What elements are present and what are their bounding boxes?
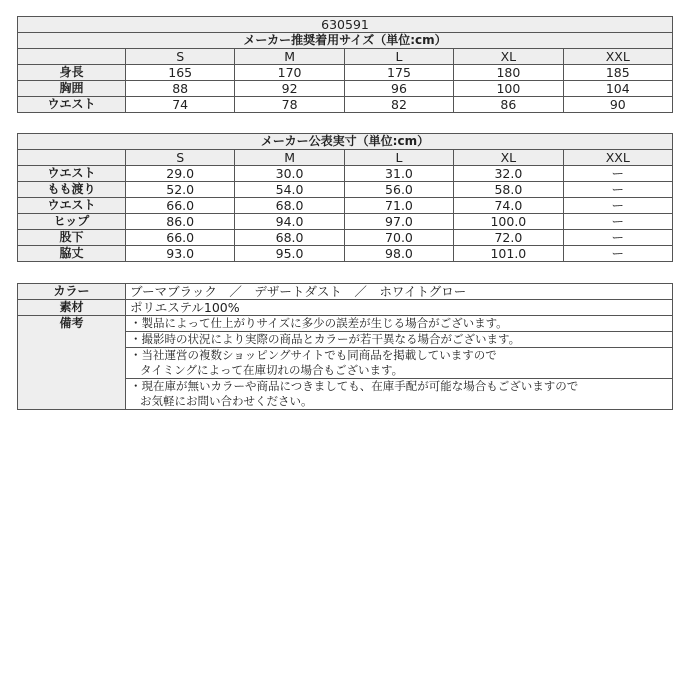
size-header: L bbox=[344, 49, 453, 65]
color-value: ブーマブラック ／ デザートダスト ／ ホワイトグロー bbox=[126, 284, 673, 300]
cell: 74.0 bbox=[454, 198, 563, 214]
cell: 68.0 bbox=[235, 198, 344, 214]
cell: 104 bbox=[563, 81, 672, 97]
actual-size-title: メーカー公表実寸（単位:cm） bbox=[18, 134, 673, 150]
table-row bbox=[18, 182, 673, 198]
cell: 98.0 bbox=[344, 246, 453, 262]
cell: 71.0 bbox=[344, 198, 453, 214]
cell: 180 bbox=[454, 65, 563, 81]
cell: 58.0 bbox=[454, 182, 563, 198]
cell: ー bbox=[563, 246, 672, 262]
cell: ー bbox=[563, 182, 672, 198]
cell: 92 bbox=[235, 81, 344, 97]
size-header: XXL bbox=[563, 150, 672, 166]
material-row bbox=[18, 300, 673, 316]
cell: 56.0 bbox=[344, 182, 453, 198]
cell: 32.0 bbox=[454, 166, 563, 182]
recommended-size-table bbox=[17, 16, 673, 113]
cell: 66.0 bbox=[126, 230, 235, 246]
size-header: XL bbox=[454, 150, 563, 166]
table-row bbox=[18, 65, 673, 81]
cell: ー bbox=[563, 214, 672, 230]
cell: 165 bbox=[126, 65, 235, 81]
table-row bbox=[18, 214, 673, 230]
row-label: ヒップ bbox=[18, 214, 126, 230]
cell: 175 bbox=[344, 65, 453, 81]
note-item: ・撮影時の状況により実際の商品とカラーが若干異なる場合がございます。 bbox=[126, 332, 673, 348]
cell: ー bbox=[563, 166, 672, 182]
cell: 86.0 bbox=[126, 214, 235, 230]
size-header: S bbox=[126, 150, 235, 166]
cell: 70.0 bbox=[344, 230, 453, 246]
row-label: 脇丈 bbox=[18, 246, 126, 262]
row-label: ウエスト bbox=[18, 97, 126, 113]
cell: 72.0 bbox=[454, 230, 563, 246]
table-row bbox=[18, 97, 673, 113]
table-row bbox=[18, 246, 673, 262]
table-row bbox=[18, 198, 673, 214]
cell: 94.0 bbox=[235, 214, 344, 230]
cell: 170 bbox=[235, 65, 344, 81]
note-item bbox=[126, 348, 673, 379]
notes-label: 備考 bbox=[18, 316, 126, 410]
cell: ー bbox=[563, 198, 672, 214]
row-label: 胸囲 bbox=[18, 81, 126, 97]
size-header: M bbox=[235, 49, 344, 65]
size-header: XL bbox=[454, 49, 563, 65]
notes-row bbox=[18, 316, 673, 332]
color-label: カラー bbox=[18, 284, 126, 300]
corner-cell bbox=[18, 49, 126, 65]
row-label: もも渡り bbox=[18, 182, 126, 198]
cell: 78 bbox=[235, 97, 344, 113]
recommended-size-title: メーカー推奨着用サイズ（単位:cm） bbox=[18, 33, 673, 49]
cell: 29.0 bbox=[126, 166, 235, 182]
cell: 68.0 bbox=[235, 230, 344, 246]
cell: 30.0 bbox=[235, 166, 344, 182]
cell: 90 bbox=[563, 97, 672, 113]
material-label: 素材 bbox=[18, 300, 126, 316]
table-row bbox=[18, 230, 673, 246]
row-label: ウエスト bbox=[18, 166, 126, 182]
size-header-row bbox=[18, 49, 673, 65]
cell: 100.0 bbox=[454, 214, 563, 230]
cell: 54.0 bbox=[235, 182, 344, 198]
cell: 74 bbox=[126, 97, 235, 113]
cell: 95.0 bbox=[235, 246, 344, 262]
note-line: ・現在庫が無いカラーや商品につきましても、在庫手配が可能な場合もございますので bbox=[130, 379, 579, 393]
note-line: タイミングによって在庫切れの場合もございます。 bbox=[140, 363, 404, 377]
size-header: M bbox=[235, 150, 344, 166]
product-code: 630591 bbox=[18, 17, 673, 33]
cell: 97.0 bbox=[344, 214, 453, 230]
material-value: ポリエステル100% bbox=[126, 300, 673, 316]
product-info-table bbox=[17, 283, 673, 410]
note-line: お気軽にお問い合わせください。 bbox=[140, 394, 313, 408]
cell: 101.0 bbox=[454, 246, 563, 262]
table-row bbox=[18, 81, 673, 97]
corner-cell bbox=[18, 150, 126, 166]
size-header-row bbox=[18, 150, 673, 166]
actual-size-table bbox=[17, 133, 673, 262]
cell: 82 bbox=[344, 97, 453, 113]
cell: ー bbox=[563, 230, 672, 246]
cell: 185 bbox=[563, 65, 672, 81]
size-header: S bbox=[126, 49, 235, 65]
size-header: XXL bbox=[563, 49, 672, 65]
cell: 93.0 bbox=[126, 246, 235, 262]
size-header: L bbox=[344, 150, 453, 166]
cell: 66.0 bbox=[126, 198, 235, 214]
note-line: ・当社運営の複数ショッピングサイトでも同商品を掲載していますので bbox=[130, 348, 497, 362]
color-row bbox=[18, 284, 673, 300]
note-item bbox=[126, 379, 673, 410]
table-row bbox=[18, 166, 673, 182]
cell: 52.0 bbox=[126, 182, 235, 198]
cell: 31.0 bbox=[344, 166, 453, 182]
row-label: 股下 bbox=[18, 230, 126, 246]
cell: 96 bbox=[344, 81, 453, 97]
row-label: ウエスト bbox=[18, 198, 126, 214]
cell: 88 bbox=[126, 81, 235, 97]
row-label: 身長 bbox=[18, 65, 126, 81]
note-item: ・製品によって仕上がりサイズに多少の誤差が生じる場合がございます。 bbox=[126, 316, 673, 332]
cell: 100 bbox=[454, 81, 563, 97]
cell: 86 bbox=[454, 97, 563, 113]
